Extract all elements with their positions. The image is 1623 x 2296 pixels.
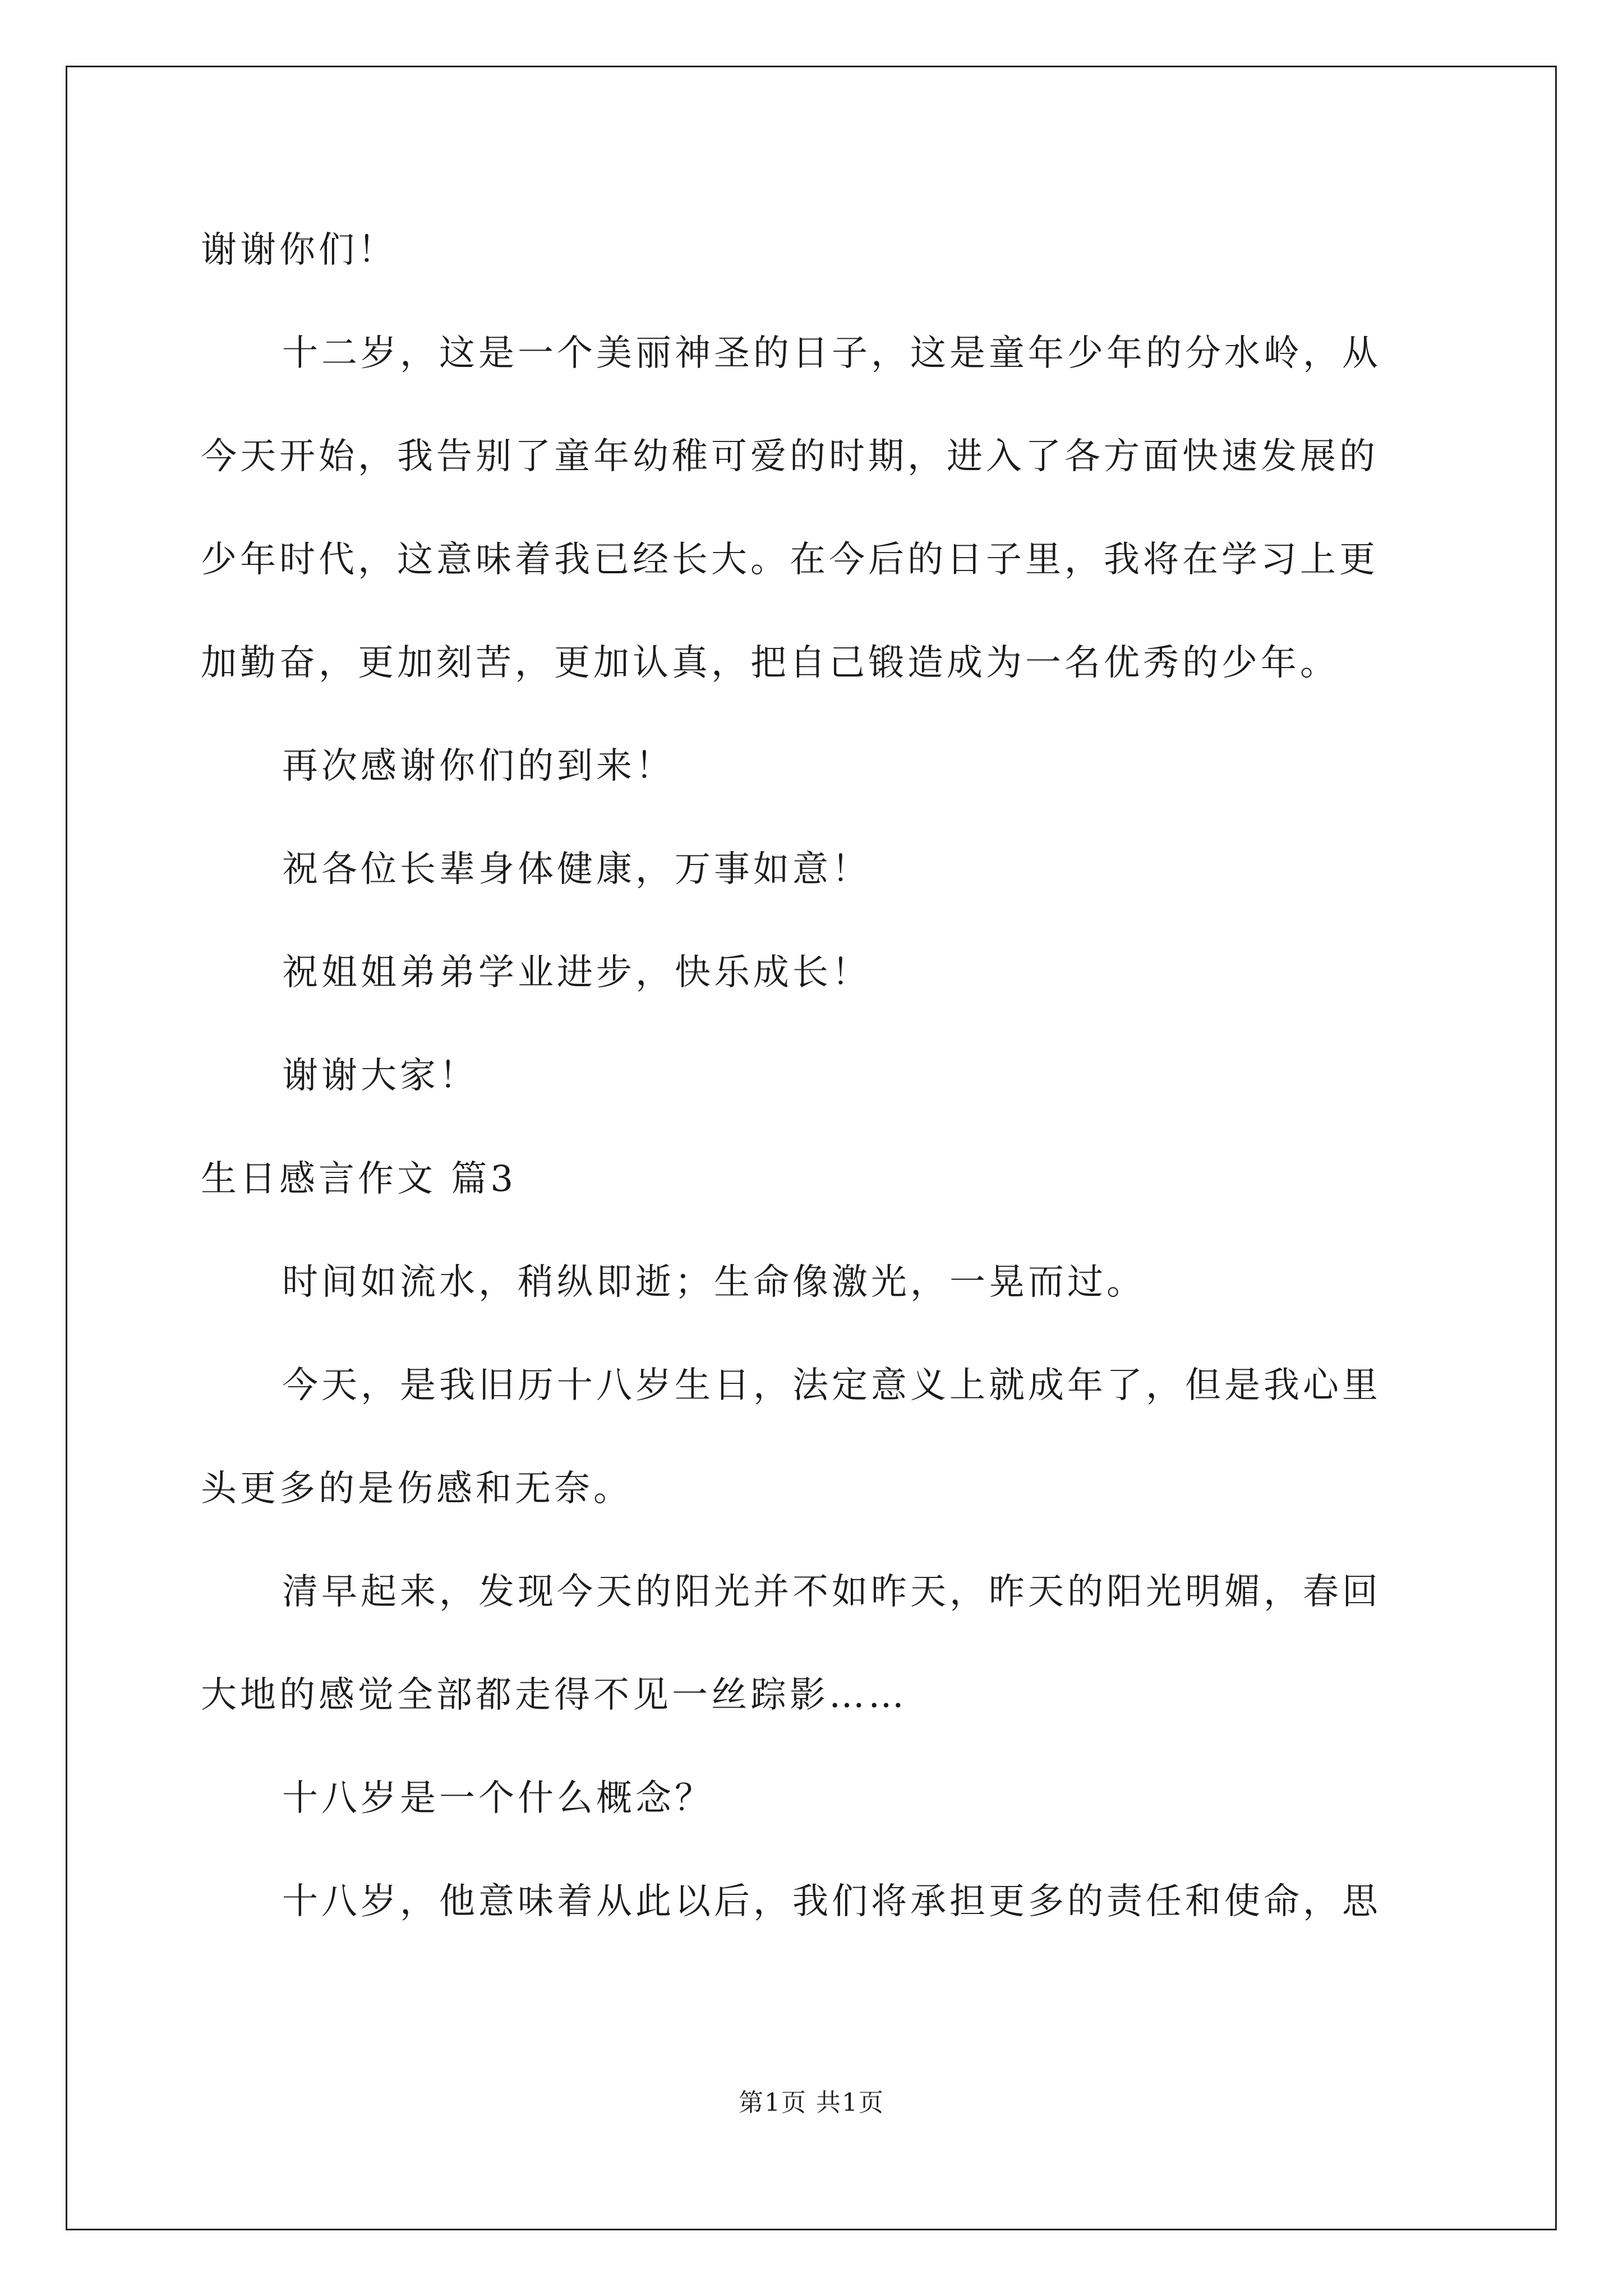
page-number-footer: 第1页 共1页	[739, 2088, 884, 2117]
text-line: 加勤奋，更加刻苦，更加认真，把自己锻造成为一名优秀的少年。	[201, 642, 1339, 684]
section-heading: 生日感言作文 篇3	[201, 1158, 517, 1200]
text-line: 祝姐姐弟弟学业进步，快乐成长！	[282, 952, 871, 993]
text-line: 少年时代，这意味着我已经长大。在今后的日子里，我将在学习上更	[201, 539, 1378, 581]
text-line: 十二岁，这是一个美丽神圣的日子，这是童年少年的分水岭，从	[282, 333, 1381, 374]
text-line: 谢谢你们！	[201, 229, 397, 271]
document-body	[201, 208, 1435, 1962]
text-line: 大地的感觉全部都走得不见一丝踪影……	[201, 1674, 907, 1716]
text-line: 时间如流水，稍纵即逝；生命像激光，一晃而过。	[282, 1262, 1146, 1303]
text-line: 今天开始，我告别了童年幼稚可爱的时期，进入了各方面快速发展的	[201, 436, 1378, 477]
text-line: 谢谢大家！	[282, 1055, 478, 1097]
text-line: 头更多的是伤感和无奈。	[201, 1468, 633, 1510]
text-line: 十八岁是一个什么概念？	[282, 1778, 714, 1819]
text-line: 今天，是我旧历十八岁生日，法定意义上就成年了，但是我心里	[282, 1365, 1381, 1406]
text-line: 再次感谢你们的到来！	[282, 746, 675, 787]
text-line: 祝各位长辈身体健康，万事如意！	[282, 849, 871, 890]
text-line: 十八岁，他意味着从此以后，我们将承担更多的责任和使命，思	[282, 1881, 1381, 1922]
text-line: 清早起来，发现今天的阳光并不如昨天，昨天的阳光明媚，春回	[282, 1571, 1381, 1613]
